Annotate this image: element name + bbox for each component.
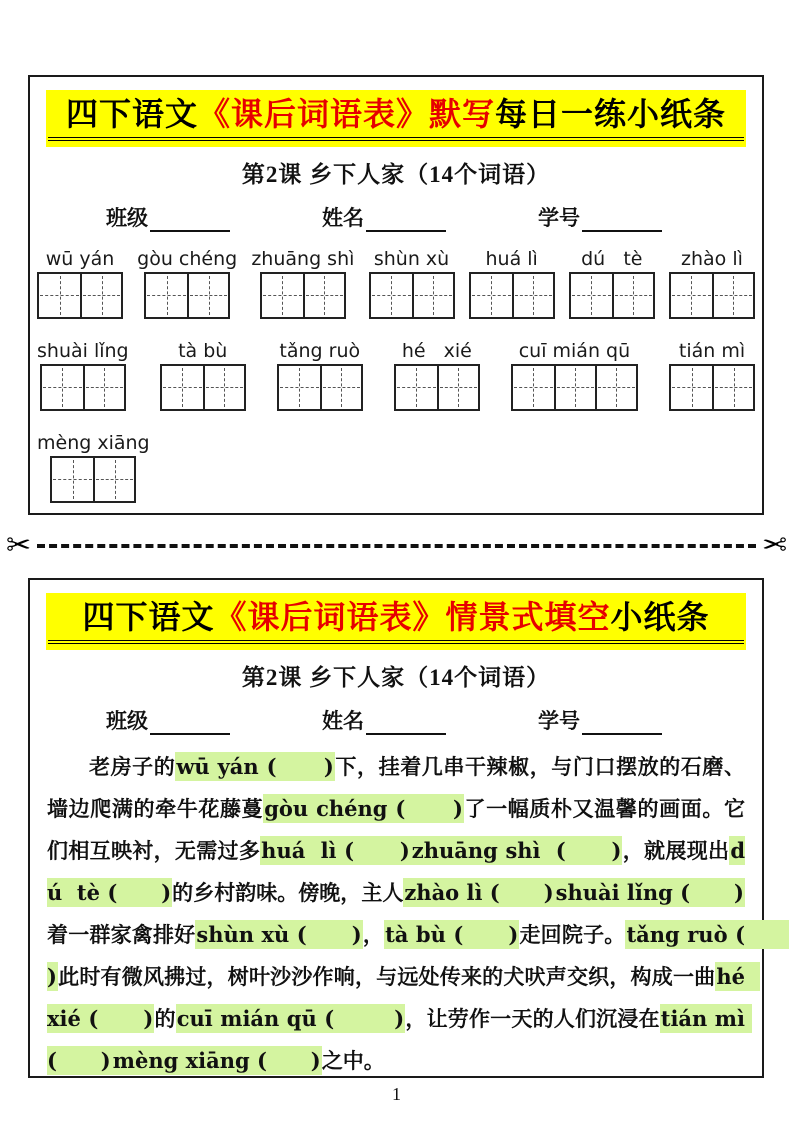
cloze-blank[interactable]: cuī mián qū ( ): [176, 1005, 405, 1031]
word-pinyin: cuī mián qū: [518, 339, 631, 362]
word-item: [511, 339, 638, 411]
character-grid[interactable]: [469, 272, 555, 319]
grid-cell[interactable]: [93, 458, 134, 501]
paragraph-text: 老房子的: [89, 754, 176, 779]
title-segment-black: 每日一练小纸条: [495, 96, 727, 132]
title-segment-black: 小纸条: [610, 599, 710, 635]
cloze-blank[interactable]: mèng xiāng ( ): [112, 1047, 321, 1073]
grid-cell[interactable]: [320, 366, 361, 409]
student-field: [106, 202, 230, 232]
word-pinyin: zhuāng shì: [251, 247, 355, 270]
cut-line: [6, 528, 787, 564]
grid-cell[interactable]: [83, 366, 124, 409]
grid-cell[interactable]: [513, 366, 554, 409]
grid-cell[interactable]: [396, 366, 437, 409]
grid-cell[interactable]: [203, 366, 244, 409]
fill-in-title-band: [46, 593, 746, 650]
blank-line[interactable]: [582, 208, 662, 232]
grid-cell[interactable]: [712, 274, 753, 317]
cloze-blank[interactable]: shuài lǐng ( ): [555, 879, 744, 905]
word-row: [37, 247, 755, 319]
word-item: [251, 247, 355, 319]
dashed-cut-rule: [37, 544, 756, 548]
character-grid[interactable]: [37, 272, 123, 319]
grid-cell[interactable]: [671, 366, 712, 409]
word-pinyin: tǎng ruò: [279, 339, 361, 362]
word-grid-rows: [37, 247, 755, 503]
grid-cell[interactable]: [162, 366, 203, 409]
cloze-blank[interactable]: tà bù ( ): [385, 921, 519, 947]
word-pinyin: huá lì: [485, 247, 538, 270]
paragraph-text: ，: [362, 922, 385, 947]
paragraph-text: ，让劳作一天的人们沉浸在: [405, 1006, 660, 1031]
cloze-blank[interactable]: huá lì ( ): [261, 837, 410, 863]
paragraph-text: ，就展现出: [622, 838, 730, 863]
word-pinyin: hé xié: [401, 339, 472, 362]
word-pinyin: mèng xiāng: [37, 431, 150, 454]
paragraph-text: 了一幅质朴又温馨的画面。它们相互映衬，无需过多: [47, 796, 746, 863]
blank-line[interactable]: [582, 711, 662, 735]
word-pinyin: gòu chéng: [137, 247, 238, 270]
grid-cell[interactable]: [187, 274, 228, 317]
grid-cell[interactable]: [671, 274, 712, 317]
field-label: 班级: [106, 708, 148, 733]
grid-cell[interactable]: [571, 274, 612, 317]
page-number: 1: [392, 1084, 401, 1104]
word-item: [469, 247, 555, 319]
word-pinyin: dú tè: [581, 247, 643, 270]
paragraph-text: 下，挂着几串干辣椒，与门口摆放的石磨、墙边爬满的牵牛花藤蔓: [47, 754, 745, 821]
dictation-title-band: [46, 90, 746, 147]
character-grid[interactable]: [260, 272, 346, 319]
paragraph-text: 此时有微风拂过，树叶沙沙作响，与远处传来的犬吠声交织，构成一曲: [57, 964, 716, 989]
cloze-blank[interactable]: tián mì ( ): [47, 1005, 753, 1073]
paragraph-text: 走回院子。: [519, 922, 626, 947]
character-grid[interactable]: [50, 456, 136, 503]
field-label: 学号: [538, 708, 580, 733]
word-item: [37, 431, 150, 503]
grid-cell[interactable]: [554, 366, 595, 409]
cloze-paragraph: [47, 746, 789, 1082]
lesson-subtitle: 第2课 乡下人家（14个词语）: [241, 664, 551, 690]
character-grid[interactable]: [369, 272, 455, 319]
cloze-blank[interactable]: hé xié ( ): [47, 963, 760, 1031]
word-item: [37, 339, 129, 411]
cloze-blank[interactable]: shùn xù ( ): [196, 921, 362, 947]
word-pinyin: shuài lǐng: [37, 339, 129, 362]
grid-cell[interactable]: [471, 274, 512, 317]
student-field: [538, 202, 662, 232]
grid-cell[interactable]: [146, 274, 187, 317]
cloze-blank[interactable]: zhuāng shì ( ): [411, 837, 622, 863]
grid-cell[interactable]: [512, 274, 553, 317]
word-pinyin: tián mì: [678, 339, 746, 362]
character-grid[interactable]: [511, 364, 638, 411]
character-grid[interactable]: [160, 364, 246, 411]
student-field: [106, 705, 230, 735]
grid-cell[interactable]: [279, 366, 320, 409]
grid-cell[interactable]: [712, 366, 753, 409]
grid-cell[interactable]: [612, 274, 653, 317]
blank-line[interactable]: [150, 208, 230, 232]
scissors-icon: ✂: [6, 529, 32, 562]
paragraph-text: 之中。: [321, 1048, 385, 1073]
grid-cell[interactable]: [39, 274, 80, 317]
student-fields: [106, 705, 662, 735]
blank-line[interactable]: [366, 711, 446, 735]
word-item: [160, 339, 246, 411]
word-row: [37, 431, 755, 503]
word-row: [37, 339, 755, 411]
word-item: [569, 247, 655, 319]
paragraph-text: 的乡村韵味。傍晚，主人: [172, 880, 404, 905]
scissors-icon: ✂: [761, 529, 787, 562]
grid-cell[interactable]: [303, 274, 344, 317]
cloze-blank[interactable]: tǎng ruò ( ): [47, 921, 789, 989]
grid-cell[interactable]: [262, 274, 303, 317]
word-item: [394, 339, 480, 411]
blank-line[interactable]: [150, 711, 230, 735]
word-item: [277, 339, 363, 411]
character-grid[interactable]: [277, 364, 363, 411]
character-grid[interactable]: [669, 272, 755, 319]
character-grid[interactable]: [144, 272, 230, 319]
student-fields: [106, 202, 662, 232]
paragraph-text: 的: [154, 1006, 176, 1031]
student-field: [538, 705, 662, 735]
word-pinyin: shùn xù: [373, 247, 450, 270]
dictation-title: [48, 94, 744, 141]
character-grid[interactable]: [569, 272, 655, 319]
cloze-blank[interactable]: wū yán ( ): [176, 753, 334, 779]
word-pinyin: wū yán: [45, 247, 115, 270]
title-segment-red: 《课后词语表》情景式填空: [214, 599, 611, 635]
student-field: [322, 202, 446, 232]
grid-cell[interactable]: [437, 366, 478, 409]
paragraph-text: 着一群家禽排好: [47, 922, 196, 947]
cloze-blank[interactable]: zhào lì ( ): [404, 879, 554, 905]
word-item: [37, 247, 123, 319]
blank-line[interactable]: [366, 208, 446, 232]
grid-cell[interactable]: [42, 366, 83, 409]
field-label: 班级: [106, 205, 148, 230]
field-label: 学号: [538, 205, 580, 230]
fill-in-blank-slip: [28, 578, 789, 1078]
word-item: [669, 339, 755, 411]
character-grid[interactable]: [40, 364, 126, 411]
word-pinyin: tà bù: [178, 339, 228, 362]
title-segment-red: 《课后词语表》默写: [197, 96, 495, 132]
cloze-blank[interactable]: dú tè ( ): [47, 837, 746, 905]
field-label: 姓名: [322, 205, 364, 230]
lesson-subtitle: 第2课 乡下人家（14个词语）: [241, 161, 551, 187]
field-label: 姓名: [322, 708, 364, 733]
character-grid[interactable]: [669, 364, 755, 411]
student-field: [322, 705, 446, 735]
grid-cell[interactable]: [595, 366, 636, 409]
title-segment-black: 四下语文: [82, 599, 215, 635]
grid-cell[interactable]: [80, 274, 121, 317]
character-grid[interactable]: [394, 364, 480, 411]
grid-cell[interactable]: [371, 274, 412, 317]
title-segment-black: 四下语文: [65, 96, 198, 132]
word-item: [669, 247, 755, 319]
grid-cell[interactable]: [52, 458, 93, 501]
word-pinyin: zhào lì: [681, 247, 743, 270]
fill-in-title: [48, 597, 744, 644]
dictation-slip: [28, 75, 764, 515]
grid-cell[interactable]: [412, 274, 453, 317]
cloze-blank[interactable]: gòu chéng ( ): [264, 795, 463, 821]
word-item: [137, 247, 238, 319]
word-item: [369, 247, 455, 319]
